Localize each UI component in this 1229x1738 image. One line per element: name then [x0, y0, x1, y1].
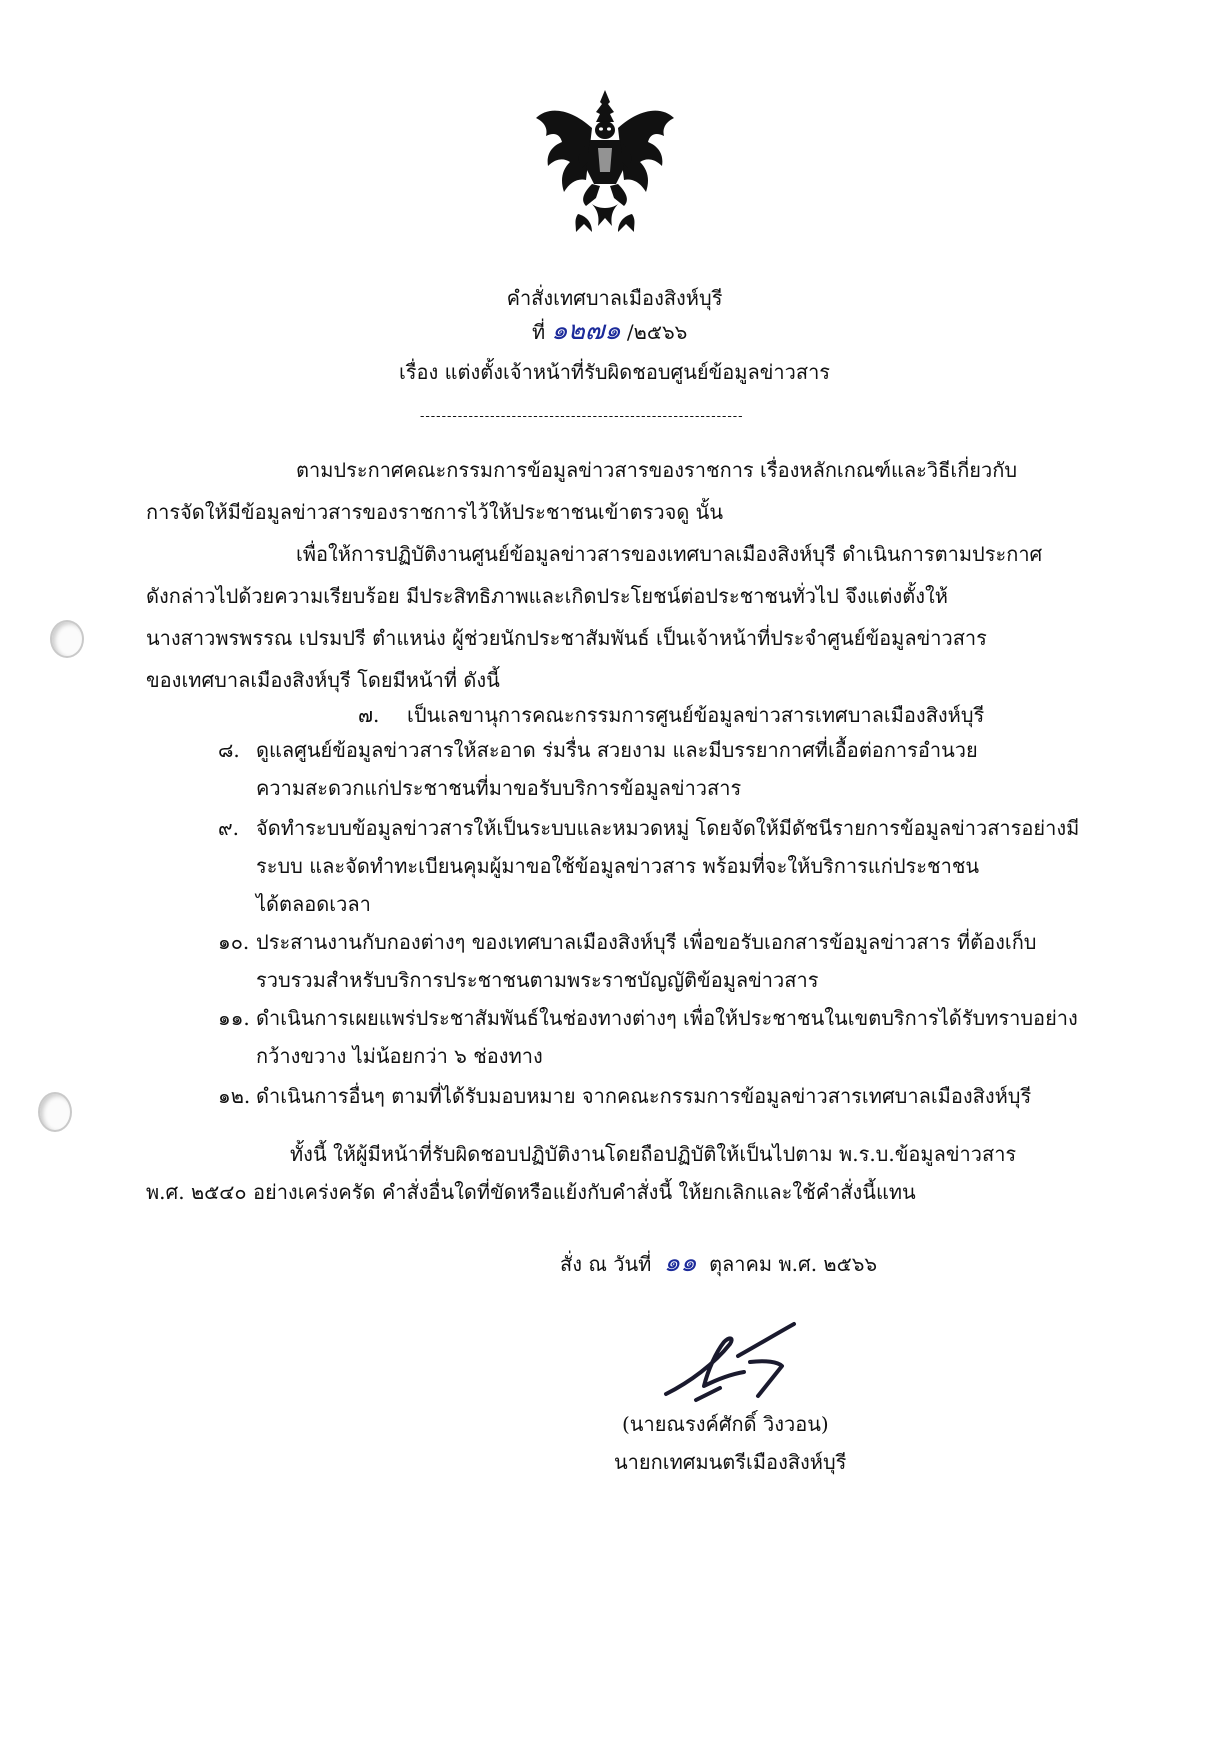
duty-10-line-2: รวบรวมสำหรับบริการประชาชนตามพระราชบัญญัติข้อมูลข่าวสาร [256, 968, 819, 992]
paragraph-1-line-1: ตามประกาศคณะกรรมการข้อมูลข่าวสารของราชการ เรื่องหลักเกณฑ์และวิธีเกี่ยวกับ [296, 458, 1018, 482]
signer-name: (นายณรงค์ศักดิ์ วิงวอน) [622, 1412, 829, 1436]
punch-hole-top [50, 620, 84, 658]
paragraph-2-line-4: ของเทศบาลเมืองสิงห์บุรี โดยมีหน้าที่ ดังนี้ [146, 668, 500, 692]
order-title: คำสั่งเทศบาลเมืองสิงห์บุรี [506, 286, 723, 310]
duty-7-number: ๗. [358, 703, 380, 727]
handwritten-signature [660, 1316, 830, 1406]
separator-line: ------------------------------------------------------------ [420, 410, 744, 423]
duty-12-number: ๑๒. [218, 1084, 251, 1108]
order-number-line [532, 318, 687, 344]
order-date-month-year: ตุลาคม พ.ศ. ๒๕๖๖ [709, 1252, 878, 1276]
paragraph-3-line-2: พ.ศ. ๒๕๔๐ อย่างเคร่งครัด คำสั่งอื่นใดที่ขัดหรือแย้งกับคำสั่งนี้ ให้ยกเลิกและใช้คำสั่งนี้แทน [146, 1180, 916, 1204]
paragraph-2-line-3: นางสาวพรพรรณ เปรมปรี ตำแหน่ง ผู้ช่วยนักประชาสัมพันธ์ เป็นเจ้าหน้าที่ประจำศูนย์ข้อมูลข่าวสาร [146, 626, 987, 650]
duty-10-number: ๑๐. [218, 930, 250, 954]
duty-9-line-1: จัดทำระบบข้อมูลข่าวสารให้เป็นระบบและหมวดหมู่ โดยจัดให้มีดัชนีรายการข้อมูลข่าวสารอย่างมี [256, 816, 1080, 840]
duty-9-line-2: ระบบ และจัดทำทะเบียนคุมผู้มาขอใช้ข้อมูลข่าวสาร พร้อมที่จะให้บริการแก่ประชาชน [256, 854, 980, 878]
order-date-prefix: สั่ง ณ วันที่ [560, 1252, 652, 1276]
duty-8-line-1: ดูแลศูนย์ข้อมูลข่าวสารให้สะอาด ร่มรื่น สวยงาม และมีบรรยากาศที่เอื้อต่อการอำนวย [256, 738, 978, 762]
duty-12-line-1: ดำเนินการอื่นๆ ตามที่ได้รับมอบหมาย จากคณะกรรมการข้อมูลข่าวสารเทศบาลเมืองสิงห์บุรี [256, 1084, 1032, 1108]
duty-9-number: ๙. [218, 816, 240, 840]
punch-hole-bottom [38, 1092, 72, 1132]
order-number-suffix: /๒๕๖๖ [626, 320, 688, 344]
duty-10-line-1: ประสานงานกับกองต่างๆ ของเทศบาลเมืองสิงห์บุรี เพื่อขอรับเอกสารข้อมูลข่าวสาร ที่ต้องเก็บ [256, 930, 1037, 954]
order-subject: เรื่อง แต่งตั้งเจ้าหน้าที่รับผิดชอบศูนย์ข้อมูลข่าวสาร [398, 360, 831, 384]
duty-8-line-2: ความสะดวกแก่ประชาชนที่มาขอรับบริการข้อมูลข่าวสาร [256, 776, 742, 800]
paragraph-3-line-1: ทั้งนี้ ให้ผู้มีหน้าที่รับผิดชอบปฏิบัติงานโดยถือปฏิบัติให้เป็นไปตาม พ.ร.บ.ข้อมูลข่าวสาร [290, 1142, 1017, 1166]
signer-title: นายกเทศมนตรีเมืองสิงห์บุรี [614, 1450, 847, 1474]
duty-9-line-3: ได้ตลอดเวลา [256, 892, 371, 916]
paragraph-2-line-1: เพื่อให้การปฏิบัติงานศูนย์ข้อมูลข่าวสารของเทศบาลเมืองสิงห์บุรี ดำเนินการตามประกาศ [296, 542, 1043, 566]
paragraph-2-line-2: ดังกล่าวไปด้วยความเรียบร้อย มีประสิทธิภาพและเกิดประโยชน์ต่อประชาชนทั่วไป จึงแต่งตั้งให้ [146, 584, 948, 608]
order-number-prefix: ที่ [532, 320, 546, 344]
order-date-day-handwritten: ๑๑ [663, 1248, 697, 1278]
order-date-line [560, 1250, 877, 1276]
order-number-handwritten: ๑๒๗๑ [551, 316, 621, 346]
paragraph-1-line-2: การจัดให้มีข้อมูลข่าวสารของราชการไว้ให้ประชาชนเข้าตรวจดู นั้น [146, 500, 724, 524]
duty-8-number: ๘. [218, 738, 240, 762]
garuda-emblem [530, 88, 680, 236]
duty-11-line-1: ดำเนินการเผยแพร่ประชาสัมพันธ์ในช่องทางต่างๆ เพื่อให้ประชาชนในเขตบริการได้รับทราบอย่าง [256, 1006, 1078, 1030]
duty-11-line-2: กว้างขวาง ไม่น้อยกว่า ๖ ช่องทาง [256, 1044, 543, 1068]
duty-11-number: ๑๑. [218, 1006, 250, 1030]
duty-7-line-1: เป็นเลขานุการคณะกรรมการศูนย์ข้อมูลข่าวสารเทศบาลเมืองสิงห์บุรี [407, 703, 985, 727]
